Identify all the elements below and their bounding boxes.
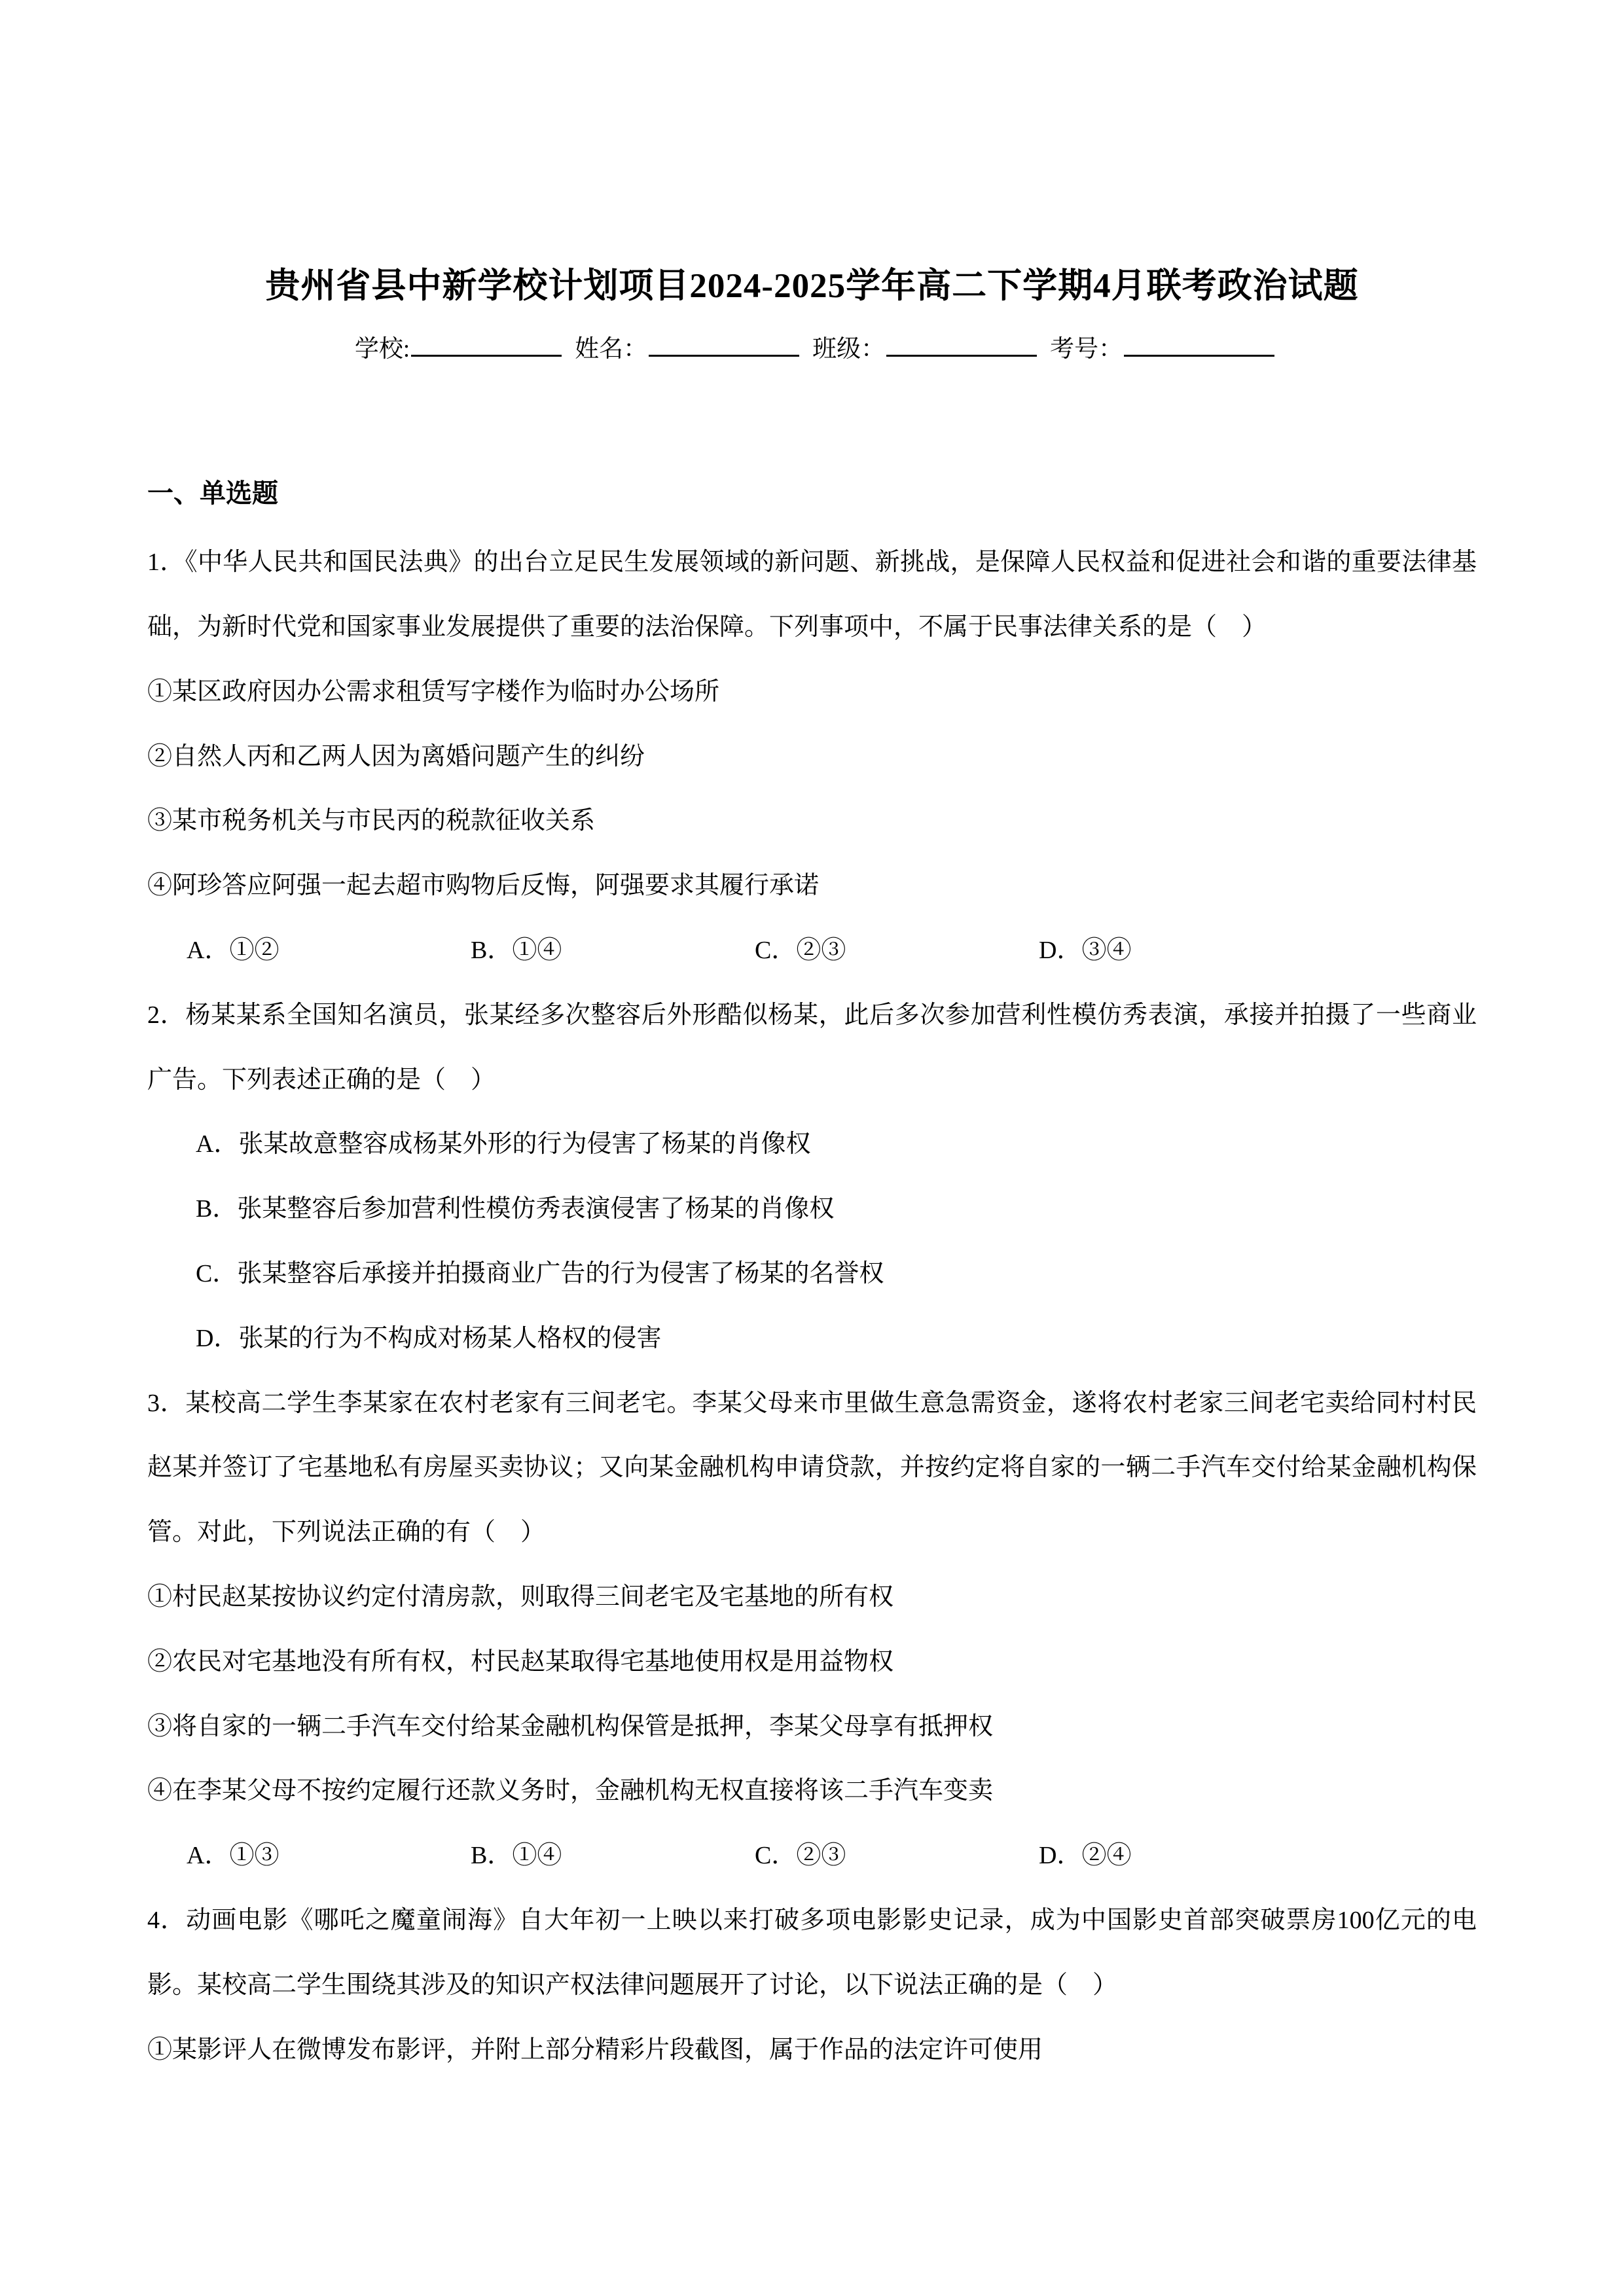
exam-no-blank	[1124, 331, 1274, 357]
question-1-choice-d: D．③④	[1039, 936, 1132, 964]
question-1-item-2: ②自然人丙和乙两人因为离婚问题产生的纠纷	[147, 742, 645, 770]
question-4-stem: 4．动画电影《哪吒之魔童闹海》自大年初一上映以来打破多项电影影史记录，成为中国影史首部突破票房100亿元的电影。某校高二学生围绕其涉及的知识产权法律问题展开了讨论，以下说法正确的是（ ）	[147, 1906, 1477, 1999]
question-1-choice-c: C．②③	[755, 936, 846, 964]
question-3-item-1: ①村民赵某按协议约定付清房款，则取得三间老宅及宅基地的所有权	[147, 1583, 894, 1611]
name-label: 姓名：	[575, 336, 648, 363]
question-1-choice-a: A．①②	[187, 936, 280, 964]
student-info-line	[147, 329, 1477, 364]
question-3-choices-row	[147, 1823, 1477, 1888]
question-3-choice-d: D．②④	[1039, 1842, 1132, 1870]
question-1-choices-row	[147, 918, 1477, 983]
section-heading-single-choice: 一、单选题	[147, 479, 278, 509]
question-4	[147, 1888, 1477, 2082]
question-3-item-4: ④在李某父母不按约定履行还款义务时，金融机构无权直接将该二手汽车变卖	[147, 1777, 994, 1805]
question-1-item-1: ①某区政府因办公需求租赁写字楼作为临时办公场所	[147, 677, 720, 706]
question-1-stem: 1．《中华人民共和国民法典》的出台立足民生发展领域的新问题、新挑战，是保障人民权益和促进社会和谐的重要法律基础，为新时代党和国家事业发展提供了重要的法治保障。下列事项中，不属于民事法律关系的是（ ）	[147, 548, 1477, 641]
question-3-choice-a: A．①③	[187, 1842, 280, 1870]
question-3	[147, 1371, 1477, 1888]
question-3-choice-b: B．①④	[471, 1842, 562, 1870]
question-2-stem: 2．杨某某系全国知名演员，张某经多次整容后外形酷似杨某，此后多次参加营利性模仿秀表演，承接并拍摄了一些商业广告。下列表述正确的是（ ）	[147, 1001, 1477, 1094]
question-1-item-3: ③某市税务机关与市民丙的税款征收关系	[147, 807, 596, 835]
question-3-stem: 3．某校高二学生李某家在农村老家有三间老宅。李某父母来市里做生意急需资金，遂将农村老家三间老宅卖给同村村民赵某并签订了宅基地私有房屋买卖协议；又向某金融机构申请贷款，并按约定将自家的一辆二手汽车交付给某金融机构保管。对此，下列说法正确的有（ ）	[147, 1389, 1477, 1547]
page-title: 贵州省县中新学校计划项目2024-2025学年高二下学期4月联考政治试题	[265, 267, 1359, 305]
question-1-item-4: ④阿珍答应阿强一起去超市购物后反悔，阿强要求其履行承诺	[147, 872, 820, 900]
question-4-item-1: ①某影评人在微博发布影评，并附上部分精彩片段截图，属于作品的法定许可使用	[147, 2036, 1043, 2064]
question-3-choice-c: C．②③	[755, 1842, 846, 1870]
school-blank	[411, 331, 562, 357]
school-label: 学校:	[354, 336, 410, 363]
question-3-item-3: ③将自家的一辆二手汽车交付给某金融机构保管是抵押，李某父母享有抵押权	[147, 1712, 994, 1740]
exam-no-label: 考号：	[1050, 336, 1123, 363]
question-2-option-d: D．张某的行为不构成对杨某人格权的侵害	[196, 1324, 662, 1352]
question-2-option-a: A．张某故意整容成杨某外形的行为侵害了杨某的肖像权	[196, 1130, 811, 1158]
question-1	[147, 530, 1477, 983]
class-label: 班级：	[812, 336, 886, 363]
class-blank	[886, 331, 1037, 357]
question-2	[147, 983, 1477, 1371]
question-2-option-b: B．张某整容后参加营利性模仿秀表演侵害了杨某的肖像权	[196, 1195, 835, 1223]
question-1-choice-b: B．①④	[471, 936, 562, 964]
name-blank	[649, 331, 799, 357]
question-3-item-2: ②农民对宅基地没有所有权，村民赵某取得宅基地使用权是用益物权	[147, 1647, 894, 1676]
question-2-option-c: C．张某整容后承接并拍摄商业广告的行为侵害了杨某的名誉权	[196, 1259, 884, 1287]
